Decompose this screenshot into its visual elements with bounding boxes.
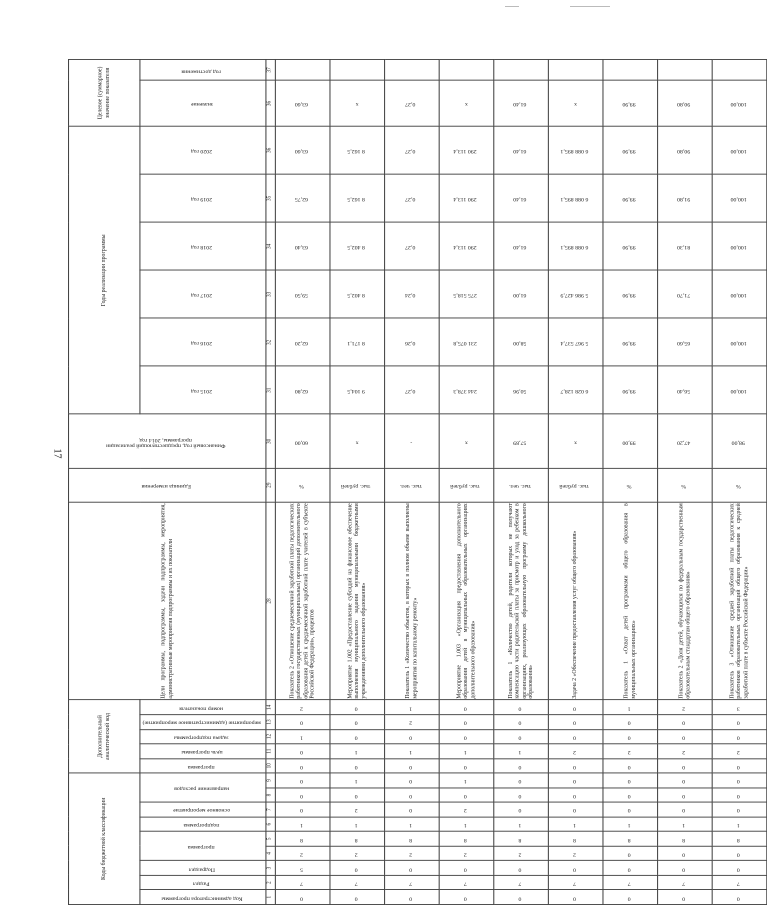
code-cell: 0 [494, 700, 549, 715]
code-cell: 0 [439, 700, 494, 715]
year-value: 58,00 [494, 318, 549, 366]
code-cell: 8 [439, 832, 494, 847]
code-cell: 2 [330, 802, 385, 817]
year-value: 100,00 [712, 366, 767, 414]
code-cell: 0 [548, 729, 603, 744]
code-cell: 8 [658, 832, 713, 847]
column-index-cell: 2 [266, 875, 275, 890]
header-target-year: год достижения [140, 59, 266, 80]
header-unit: Единица измерения [69, 469, 266, 502]
code-cell: 0 [603, 758, 658, 773]
code-cell: 8 [330, 832, 385, 847]
year-value: 244 378,3 [439, 366, 494, 414]
target-value: 99,90 [603, 81, 658, 127]
header-fin-year: Финансовый год, предшествующий реализации программы, 2014 год [69, 414, 266, 468]
indicator-text: Показатель 2 «Отношение среднемесячной заработной платы педагогических работников государственных (муниципальных) организаций дополнительного образования детей к среднемесячной заработной плате учителей в субъекте Российской Федерации», процентов [275, 502, 330, 700]
code-cell: 0 [385, 758, 440, 773]
code-cell: 1 [330, 744, 385, 759]
year-value: 275 518,5 [439, 270, 494, 318]
year-value: 81,30 [658, 222, 713, 270]
header-year-2019: 2019 год [140, 174, 266, 222]
header-program: программа [140, 832, 266, 861]
code-cell: 2 [603, 744, 658, 759]
code-cell: 0 [712, 861, 767, 876]
year-value: 5 967 537,4 [548, 318, 603, 366]
code-cell: 0 [494, 758, 549, 773]
code-cell: 0 [548, 861, 603, 876]
column-index-cell: 35 [266, 174, 275, 222]
code-cell: 0 [494, 715, 549, 730]
code-cell: 7 [439, 875, 494, 890]
code-cell: 1 [494, 744, 549, 759]
table-row [385, 59, 440, 904]
code-cell: 1 [385, 700, 440, 715]
year-value: 6 088 895,1 [548, 126, 603, 174]
header-add-indicator: номер показателя [140, 700, 266, 715]
code-cell: 7 [494, 875, 549, 890]
code-cell: 0 [712, 715, 767, 730]
code-cell: 0 [658, 788, 713, 803]
column-index-cell: 10 [266, 758, 275, 773]
code-cell: 1 [439, 744, 494, 759]
header-add-task: задача подпрограммы [140, 729, 266, 744]
code-cell: 0 [712, 729, 767, 744]
header-program-years: Годы реализации программы [69, 126, 140, 414]
code-cell: 0 [494, 861, 549, 876]
code-cell: 0 [548, 890, 603, 905]
year-value: 6 088 895,1 [548, 174, 603, 222]
code-cell: 7 [548, 875, 603, 890]
header-target: Целевое (суммарное) значение показателя [69, 59, 140, 126]
column-index-cell: 5 [266, 832, 275, 847]
indicator-text: Мероприятие 1.003 «Организация предоставления дополнительного образования детей в муниципальных образовательных организациях дополнительного образования» [439, 502, 494, 700]
header-year-2016: 2016 год [140, 318, 266, 366]
year-value: 65,60 [658, 318, 713, 366]
unit-cell: % [712, 469, 767, 502]
indicator-text: Задача 2 «Обеспечение предоставления услуг общего образования» [548, 502, 603, 700]
unit-cell: тыс. чел. [385, 469, 440, 502]
code-cell: 0 [439, 861, 494, 876]
code-cell: 2 [385, 715, 440, 730]
header-budget-class: Коды бюджетной классификации [69, 773, 140, 904]
code-cell: 1 [548, 817, 603, 832]
code-cell: 7 [603, 875, 658, 890]
code-cell: 0 [439, 715, 494, 730]
header-admin: Код администратора программы [140, 890, 266, 905]
table-row [548, 59, 603, 904]
code-cell: 0 [330, 758, 385, 773]
year-value: 290 113,4 [439, 222, 494, 270]
code-cell: 0 [548, 700, 603, 715]
year-value: 59,50 [275, 270, 330, 318]
year-value: 100,00 [712, 222, 767, 270]
year-value: 90,80 [658, 126, 713, 174]
code-cell: 0 [548, 788, 603, 803]
table-row [330, 59, 385, 904]
header-add-measure: мероприятие (административное мероприятие) [140, 715, 266, 730]
code-cell: 0 [494, 788, 549, 803]
year-value: 56,40 [658, 366, 713, 414]
code-cell: 0 [494, 802, 549, 817]
year-value: 62,80 [275, 366, 330, 414]
year-value: 50,96 [494, 366, 549, 414]
code-cell: 1 [330, 773, 385, 788]
scan-artifact [570, 6, 610, 7]
code-cell: 1 [712, 817, 767, 832]
year-value: 100,00 [712, 318, 767, 366]
code-cell: 1 [439, 773, 494, 788]
year-value: 100,00 [712, 270, 767, 318]
year-value: 62,20 [275, 318, 330, 366]
indicator-text: Показатель 1 «Количество детей, родители которых не получают компенсацию части родительской платы за присмотр и уход за ребенком в организациях, реализующих образовательную программу дошкольного образования» [494, 502, 549, 700]
year-value: 61,40 [494, 174, 549, 222]
code-cell: 0 [603, 802, 658, 817]
year-value: 0,27 [385, 174, 440, 222]
target-year [275, 59, 330, 80]
code-cell: 2 [658, 700, 713, 715]
column-index-row [266, 59, 275, 904]
table-row [658, 59, 713, 904]
year-value: 8 402,5 [330, 222, 385, 270]
year-value: 0,27 [385, 126, 440, 174]
year-value: 63,40 [275, 222, 330, 270]
code-cell: 0 [658, 802, 713, 817]
base-year-value: 47,20 [658, 414, 713, 468]
page-number: 17 [51, 448, 63, 459]
code-cell: 8 [494, 832, 549, 847]
code-cell: 2 [712, 744, 767, 759]
year-value: 99,90 [603, 222, 658, 270]
code-cell: 0 [275, 744, 330, 759]
column-index-cell: 11 [266, 744, 275, 759]
year-value: 99,90 [603, 366, 658, 414]
code-cell: 0 [330, 788, 385, 803]
code-cell: 8 [712, 832, 767, 847]
code-cell: 1 [603, 700, 658, 715]
code-cell: 0 [330, 729, 385, 744]
code-cell: 8 [275, 832, 330, 847]
code-cell: 1 [275, 729, 330, 744]
code-cell: 8 [603, 832, 658, 847]
target-value: 63,60 [275, 81, 330, 127]
year-value: 61,40 [494, 126, 549, 174]
code-cell: 0 [548, 773, 603, 788]
header-subsection: Подраздел [140, 861, 266, 876]
code-cell: 0 [439, 758, 494, 773]
year-value: 63,60 [275, 126, 330, 174]
column-index-cell: 13 [266, 715, 275, 730]
header-add-program: программа [140, 758, 266, 773]
column-index-cell: 3 [266, 861, 275, 876]
code-cell: 0 [603, 861, 658, 876]
base-year-value: 60,00 [275, 414, 330, 468]
code-cell: 0 [275, 788, 330, 803]
code-cell: 0 [385, 788, 440, 803]
code-cell: 2 [275, 700, 330, 715]
year-value: 6 088 895,1 [548, 222, 603, 270]
column-index-cell: 29 [266, 469, 275, 502]
target-value: 100,00 [712, 81, 767, 127]
code-cell: 0 [658, 715, 713, 730]
year-value: 71,70 [658, 270, 713, 318]
target-year [330, 59, 385, 80]
year-value: 8 162,5 [330, 126, 385, 174]
code-cell: 0 [658, 758, 713, 773]
table-row [712, 59, 767, 904]
year-value: 99,90 [603, 174, 658, 222]
year-value: 0,26 [385, 318, 440, 366]
code-cell: 0 [275, 758, 330, 773]
column-index-cell: 30 [266, 414, 275, 468]
code-cell: 1 [275, 817, 330, 832]
code-cell: 0 [330, 861, 385, 876]
unit-cell: тыс. рублей [548, 469, 603, 502]
code-cell: 0 [385, 773, 440, 788]
unit-cell: % [275, 469, 330, 502]
header-subprogram: подпрограмма [140, 817, 266, 832]
year-value: 5 986 427,9 [548, 270, 603, 318]
scan-artifact [505, 6, 519, 7]
code-cell: 0 [385, 861, 440, 876]
code-cell: 0 [603, 729, 658, 744]
code-cell: 2 [494, 846, 549, 861]
code-cell: 0 [658, 890, 713, 905]
unit-cell: тыс. рублей [330, 469, 385, 502]
code-cell: 7 [330, 875, 385, 890]
unit-cell: тыс. рублей [439, 469, 494, 502]
table-row [439, 59, 494, 904]
column-index-cell: 36 [266, 126, 275, 174]
code-cell: 0 [658, 861, 713, 876]
code-cell: 2 [385, 846, 440, 861]
column-index-cell: 31 [266, 366, 275, 414]
base-year-value: х [330, 414, 385, 468]
code-cell: 7 [385, 875, 440, 890]
year-value: 62,75 [275, 174, 330, 222]
code-cell: 1 [330, 817, 385, 832]
code-cell: 0 [494, 729, 549, 744]
column-index-cell: 8 [266, 788, 275, 803]
code-cell: 2 [658, 744, 713, 759]
unit-cell: % [603, 469, 658, 502]
code-cell: 0 [439, 788, 494, 803]
target-value: х [330, 81, 385, 127]
code-cell: 2 [439, 802, 494, 817]
year-value: 290 113,4 [439, 126, 494, 174]
header-year-2017: 2017 год [140, 270, 266, 318]
indicator-text: Показатель 3 «Отношение средней заработной платы педагогических работников образовательных организаций общего образования к средней заработной плате в субъекте Российской Федерации» [712, 502, 767, 700]
header-expense-direction: направление расходов [140, 773, 266, 802]
code-cell: 0 [603, 715, 658, 730]
year-value: 9 104,5 [330, 366, 385, 414]
header-add-goal: цель программы [140, 744, 266, 759]
code-cell: 0 [712, 773, 767, 788]
code-cell: 0 [275, 773, 330, 788]
program-indicators-sheet [68, 59, 750, 905]
indicator-text: Показатель 1 «Количество объектов, в которых в полном объеме выполнены мероприятия по капитальному ремонту» [385, 502, 440, 700]
code-cell: 0 [385, 890, 440, 905]
code-cell: 1 [385, 817, 440, 832]
base-year-value: 98,00 [712, 414, 767, 468]
code-cell: 0 [603, 846, 658, 861]
code-cell: 0 [603, 773, 658, 788]
base-year-value: х [548, 414, 603, 468]
year-value: 0,24 [385, 270, 440, 318]
column-index-cell: 37 [266, 59, 275, 80]
unit-cell: % [658, 469, 713, 502]
code-cell: 1 [603, 817, 658, 832]
code-cell: 0 [658, 729, 713, 744]
target-year [439, 59, 494, 80]
code-cell: 2 [330, 846, 385, 861]
column-index-cell: 7 [266, 802, 275, 817]
code-cell: 0 [275, 890, 330, 905]
code-cell: 0 [658, 846, 713, 861]
code-cell: 1 [385, 744, 440, 759]
code-cell: 5 [275, 861, 330, 876]
code-cell: 0 [275, 802, 330, 817]
target-value: 90,80 [658, 81, 713, 127]
year-value: 100,00 [712, 126, 767, 174]
year-value: 61,00 [494, 270, 549, 318]
code-cell: 0 [439, 890, 494, 905]
code-cell: 2 [439, 846, 494, 861]
year-value: 100,00 [712, 174, 767, 222]
column-index-cell: 1 [266, 890, 275, 905]
table-row [603, 59, 658, 904]
column-index-cell: 6 [266, 817, 275, 832]
header-additional-code: Дополнительный аналитический код [69, 700, 140, 773]
table-row [275, 59, 330, 904]
year-value: 231 075,8 [439, 318, 494, 366]
code-cell: 0 [548, 758, 603, 773]
year-value: 0,27 [385, 366, 440, 414]
code-cell: 0 [548, 802, 603, 817]
target-value: х [439, 81, 494, 127]
header-year-2018: 2018 год [140, 222, 266, 270]
year-value: 99,90 [603, 318, 658, 366]
year-value: 99,90 [603, 126, 658, 174]
code-cell: 0 [385, 802, 440, 817]
target-year [658, 59, 713, 80]
column-index-cell: 32 [266, 318, 275, 366]
code-cell: 2 [548, 744, 603, 759]
table-row [494, 59, 549, 904]
header-target-value: значение [140, 81, 266, 127]
code-cell: 7 [712, 875, 767, 890]
year-value: 8 171,1 [330, 318, 385, 366]
column-index-cell: 36 [266, 81, 275, 127]
target-year [603, 59, 658, 80]
year-value: 8 162,5 [330, 174, 385, 222]
target-year [385, 59, 440, 80]
code-cell: 0 [603, 890, 658, 905]
code-cell: 3 [712, 700, 767, 715]
year-value: 8 402,5 [330, 270, 385, 318]
code-cell: 0 [712, 890, 767, 905]
code-cell: 1 [494, 817, 549, 832]
code-cell: 0 [330, 715, 385, 730]
code-cell: 0 [658, 773, 713, 788]
year-value: 99,90 [603, 270, 658, 318]
column-index-cell: 34 [266, 222, 275, 270]
column-index-cell: 4 [266, 846, 275, 861]
code-cell: 0 [275, 715, 330, 730]
code-cell: 1 [439, 817, 494, 832]
indicator-text: Мероприятие 1.002 «Предоставление субсидий на финансовое обеспечение выполнения муниципального задания муниципальными бюджетными учреждениями дополнительного образования» [330, 502, 385, 700]
base-year-value: 99,00 [603, 414, 658, 468]
target-year [712, 59, 767, 80]
code-cell: 0 [712, 802, 767, 817]
year-value: 61,40 [494, 222, 549, 270]
code-cell: 0 [330, 890, 385, 905]
program-indicators-table [68, 59, 767, 905]
code-cell: 2 [548, 846, 603, 861]
target-value: 61,40 [494, 81, 549, 127]
base-year-value: 57,89 [494, 414, 549, 468]
indicator-text: Показатель 2 «Доля детей, обучающихся по федеральным государственным образовательным стандартам общего образования» [658, 502, 713, 700]
unit-cell: тыс. чел. [494, 469, 549, 502]
indicator-text: Показатель 1 «Охват детей программами общего образования в муниципальных организациях» [603, 502, 658, 700]
column-index-cell: 14 [266, 700, 275, 715]
year-value: 91,80 [658, 174, 713, 222]
header-year-2020: 2020 год [140, 126, 266, 174]
code-cell: 1 [658, 817, 713, 832]
header-main-event: основное мероприятие [140, 802, 266, 817]
target-value: 0,27 [385, 81, 440, 127]
code-cell: 7 [658, 875, 713, 890]
code-cell: 2 [275, 846, 330, 861]
code-cell: 0 [712, 788, 767, 803]
code-cell: 0 [494, 773, 549, 788]
code-cell: 8 [385, 832, 440, 847]
header-section: Раздел [140, 875, 266, 890]
code-cell: 0 [494, 890, 549, 905]
table-body [266, 59, 767, 904]
column-index-cell: 12 [266, 729, 275, 744]
target-year [494, 59, 549, 80]
code-cell: 0 [712, 758, 767, 773]
target-value: х [548, 81, 603, 127]
code-cell: 0 [385, 729, 440, 744]
code-cell: 8 [548, 832, 603, 847]
base-year-value: х [439, 414, 494, 468]
code-cell: 7 [275, 875, 330, 890]
code-cell: 0 [330, 700, 385, 715]
base-year-value: - [385, 414, 440, 468]
year-value: 290 113,4 [439, 174, 494, 222]
target-year [548, 59, 603, 80]
code-cell: 0 [548, 715, 603, 730]
year-value: 0,27 [385, 222, 440, 270]
column-index-cell: 9 [266, 773, 275, 788]
code-cell: 0 [603, 788, 658, 803]
column-index-cell: 33 [266, 270, 275, 318]
code-cell: 0 [712, 846, 767, 861]
code-cell: 0 [439, 729, 494, 744]
header-year-2015: 2015 год [140, 366, 266, 414]
year-value: 6 028 128,7 [548, 366, 603, 414]
column-index-cell: 28 [266, 502, 275, 700]
header-goal-text: Цели программы, подпрограммы, задачи подпрограммы, мероприятия, административные мероприятия подпрограммы и их показатели [69, 502, 266, 700]
